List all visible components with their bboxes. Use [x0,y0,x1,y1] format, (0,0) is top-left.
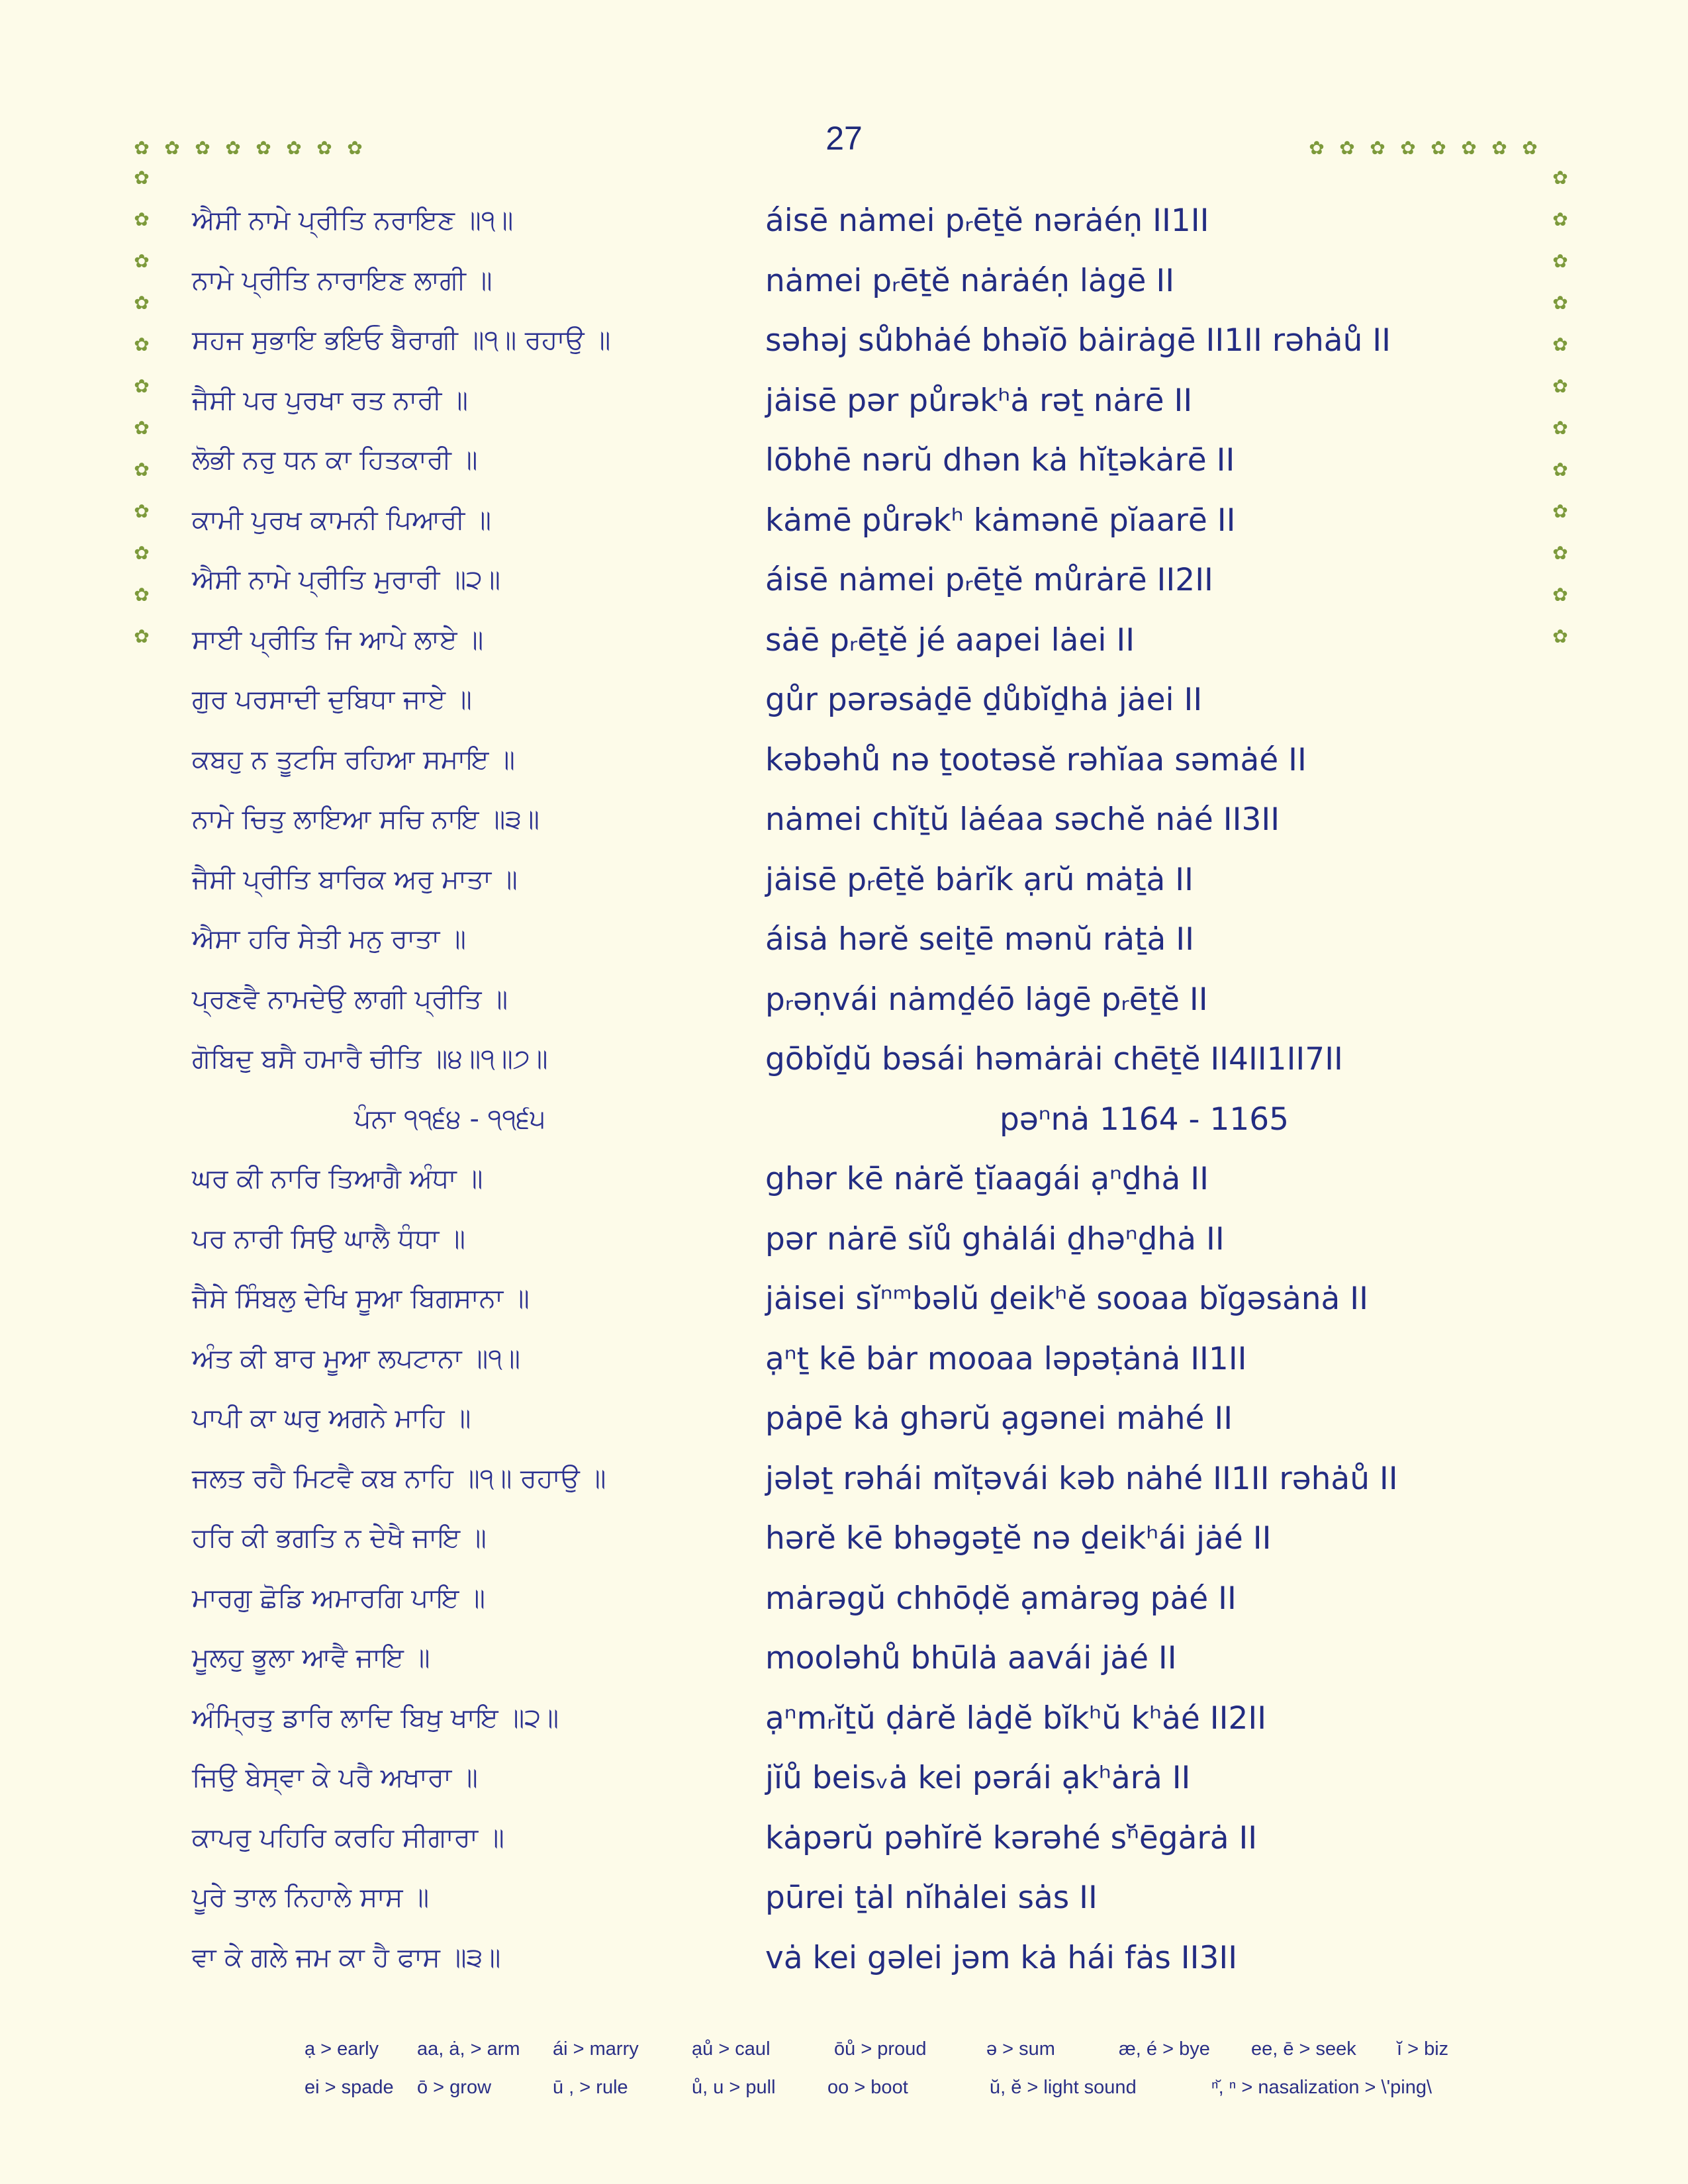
transliteration-text: səhəj sůbhȧé bhəĭō bȧirȧgē II1II rəhȧů II [765,322,1391,359]
legend-item: ĭ > biz [1397,2038,1449,2060]
verse-line [0,978,1688,1038]
verse-line [0,1516,1688,1576]
verse-line [0,259,1688,319]
flower-ornament-icon: ✿ [1552,542,1568,564]
flower-ornament-icon: ✿ [1552,584,1568,606]
flower-ornament-icon: ✿ [134,250,150,272]
gurmukhi-text: ਅੰਤ ਕੀ ਬਾਰ ਮੂਆ ਲਪਟਾਨਾ ॥੧॥ [192,1343,520,1374]
flower-ornament-icon: ✿ [134,417,150,439]
flower-ornament-icon: ✿ [1552,625,1568,647]
legend-item: ái > marry [553,2038,639,2060]
gurmukhi-text: ਕਾਪਰੁ ਪਹਿਰਿ ਕਰਹਿ ਸੀਗਾਰਾ ॥ [192,1822,504,1853]
flower-ornament-icon: ✿ [134,334,150,355]
flower-ornament-icon: ✿ [134,500,150,522]
flower-ornament-icon: ✿ [134,459,150,480]
legend-item: ạ > early [305,2038,379,2060]
transliteration-text: sȧē pᵣēṯĕ jé aapei lȧei II [765,621,1135,659]
legend-item: ō > grow [417,2077,492,2098]
transliteration-text: pər nȧrē sĭů ghȧlái ḏhəⁿḏhȧ II [765,1220,1225,1257]
gurmukhi-text: ਨਾਮੇ ਚਿਤੁ ਲਾਇਆ ਸਚਿ ਨਾਇ ॥੩॥ [192,804,540,835]
gurmukhi-text: ਜਿਉ ਬੇਸ੍ਵਾ ਕੇ ਪਰੈ ਅਖਾਰਾ ॥ [192,1762,478,1793]
gurmukhi-text: ਨਾਮੇ ਪ੍ਰੀਤਿ ਨਾਰਾਇਣ ਲਾਗੀ ॥ [192,265,492,296]
transliteration-text: vȧ kei gəlei jəm kȧ hái fȧs II3II [765,1939,1238,1976]
verse-line [0,858,1688,918]
gurmukhi-text: ਪੰਨਾ ੧੧੬੪ - ੧੧੬੫ [354,1103,546,1134]
legend-item: ạů > caul [692,2038,771,2060]
transliteration-text: pūrei ṯȧl nĭhȧlei sȧs II [765,1880,1098,1916]
flower-ornament-icon: ✿ [134,584,150,606]
gurmukhi-text: ਕਬਹੁ ਨ ਤੂਟਸਿ ਰਹਿਆ ਸਮਾਇ ॥ [192,744,516,775]
gurmukhi-text: ਮੂਲਹੁ ਭੂਲਾ ਆਵੈ ਜਾਇ ॥ [192,1643,430,1673]
gurmukhi-text: ਪਰ ਨਾਰੀ ਸਿਉ ਘਾਲੈ ਧੰਧਾ ॥ [192,1223,465,1254]
flower-ornament-icon: ✿ [286,137,302,159]
verse-line [0,1157,1688,1217]
verse-line [0,1696,1688,1756]
verse-line [0,1217,1688,1277]
transliteration-text: nȧmei pᵣēṯĕ nȧrȧéṇ lȧgē II [765,262,1175,299]
legend-item: ⁿ̆, ⁿ > nasalization > \'ping\ [1211,2077,1432,2098]
flower-ornament-icon: ✿ [1430,137,1446,159]
pronunciation-legend [0,2038,1688,2115]
legend-row-1 [0,2038,1688,2077]
gurmukhi-text: ਸਾਈ ਪ੍ਰੀਤਿ ਜਿ ਆਪੇ ਲਾਏ ॥ [192,624,484,655]
flower-ornament-icon: ✿ [256,137,271,159]
transliteration-text: gōbĭḏŭ bəsái həmȧrȧi chēṯĕ II4II1II7II [765,1041,1343,1077]
gurmukhi-text: ਸਹਜ ਸੁਭਾਇ ਭਇਓ ਬੈਰਾਗੀ ॥੧॥ ਰਹਾਉ ॥ [192,325,611,355]
flower-ornament-icon: ✿ [195,137,211,159]
verse-line [0,917,1688,978]
flower-ornament-icon: ✿ [164,137,180,159]
transliteration-text: mȧrəgŭ chhōḍĕ ạmȧrəg pȧé II [765,1580,1237,1617]
flower-ornament-icon: ✿ [1552,167,1568,189]
transliteration-text: áisȧ hərĕ seiṯē mənŭ rȧṯȧ II [765,921,1194,958]
transliteration-text: ạⁿmᵣĭṯŭ ḍȧrĕ lȧḏĕ bĭkʰŭ kʰȧé II2II [765,1700,1267,1737]
flower-ornament-icon: ✿ [1461,137,1477,159]
flower-ornament-icon: ✿ [134,167,150,189]
gurmukhi-text: ਐਸੀ ਨਾਮੇ ਪ੍ਰੀਤਿ ਨਰਾਇਣ ॥੧॥ [192,205,514,236]
transliteration-text: kȧmē půrəkʰ kȧmənē pĭaarē II [765,502,1236,539]
gurmukhi-text: ਗੋਬਿਦੁ ਬਸੈ ਹਮਾਰੈ ਚੀਤਿ ॥੪॥੧॥੭॥ [192,1044,548,1074]
transliteration-text: hərĕ kē bhəgəṯĕ nə ḏeikʰái jȧé II [765,1520,1272,1557]
transliteration-text: kȧpərŭ pəhĭrĕ kərəhé sⁿ̆ēgȧrȧ II [765,1819,1258,1856]
flower-ornament-icon: ✿ [134,137,150,159]
gurmukhi-text: ਘਰ ਕੀ ਨਾਰਿ ਤਿਆਗੈ ਅੰਧਾ ॥ [192,1163,483,1194]
verse-line [0,618,1688,678]
transliteration-text: pȧpē kȧ ghərŭ ạgənei mȧhé II [765,1400,1233,1437]
flower-ornament-icon: ✿ [134,292,150,314]
flower-ornament-icon: ✿ [1552,500,1568,522]
legend-item: ə > sum [986,2038,1055,2060]
gurmukhi-text: ਜੈਸੀ ਪ੍ਰੀਤਿ ਬਾਰਿਕ ਅਰੁ ਮਾਤਾ ॥ [192,864,518,895]
verse-line [0,797,1688,858]
verse-line [0,558,1688,618]
flower-ornament-icon: ✿ [1552,417,1568,439]
legend-item: aa, ȧ, > arm [417,2038,520,2060]
transliteration-text: nȧmei chĭṯŭ lȧéaa səchĕ nȧé II3II [765,801,1280,838]
legend-item: ee, ē > seek [1251,2038,1356,2060]
verse-line [0,1396,1688,1457]
verse-line [0,678,1688,738]
verse-line [0,1576,1688,1637]
flower-ornament-icon: ✿ [1552,292,1568,314]
legend-item: oo > boot [827,2077,908,2098]
transliteration-text: áisē nȧmei pᵣēṯĕ můrȧrē II2II [765,562,1213,598]
verse-line [0,438,1688,498]
legend-row-2 [0,2077,1688,2115]
verse-line [0,1457,1688,1517]
gurmukhi-text: ਜਲਤ ਰਹੈ ਮਿਟਵੈ ਕਬ ਨਾਹਿ ॥੧॥ ਰਹਾਉ ॥ [192,1463,606,1494]
gurmukhi-text: ਅੰਮ੍ਰਿਤੁ ਡਾਰਿ ਲਾਦਿ ਬਿਖੁ ਖਾਇ ॥੨॥ [192,1702,559,1733]
gurmukhi-text: ਜੈਸੀ ਪਰ ਪੁਰਖਾ ਰਤ ਨਾਰੀ ॥ [192,385,469,416]
flower-ornament-icon: ✿ [1552,250,1568,272]
gurmukhi-text: ਵਾ ਕੇ ਗਲੇ ਜਮ ਕਾ ਹੈ ਫਾਸ ॥੩॥ [192,1942,501,1973]
transliteration-text: jĭů beisᵥȧ kei pərái ạkʰȧrȧ II [765,1760,1191,1796]
flower-ornament-icon: ✿ [347,137,363,159]
gurmukhi-text: ਹਰਿ ਕੀ ਭਗਤਿ ਨ ਦੇਖੈ ਜਾਇ ॥ [192,1523,487,1553]
page-number: 27 [825,120,863,157]
verse-line [0,1277,1688,1337]
transliteration-text: ghər kē nȧrĕ ṯĭaagái ạⁿḏhȧ II [765,1161,1209,1197]
flower-ornament-icon: ✿ [1400,137,1416,159]
flower-ornament-icon: ✿ [1491,137,1507,159]
verse-line [0,1037,1688,1097]
flower-ornament-icon: ✿ [134,208,150,230]
transliteration-text: jȧisei sĭⁿᵐbəlŭ ḏeikʰĕ sooaa bĭgəsȧnȧ II [765,1281,1369,1317]
transliteration-text: pᵣəṇvái nȧmḏéō lȧgē pᵣēṯĕ II [765,981,1208,1018]
verse-line [0,1337,1688,1397]
flower-ornament-icon: ✿ [134,375,150,397]
legend-item: ei > spade [305,2077,394,2098]
verse-line [0,375,1688,439]
gurmukhi-text: ਐਸੀ ਨਾਮੇ ਪ੍ਰੀਤਿ ਮੁਰਾਰੀ ॥੨॥ [192,565,500,595]
verse-line [0,1876,1688,1936]
legend-item: ů, u > pull [692,2077,776,2098]
verse-line [0,1636,1688,1696]
flower-ornament-icon: ✿ [1309,137,1325,159]
verse-line [0,1936,1688,1996]
transliteration-text: kəbəhů nə ṯootəsĕ rəhĭaa səmȧé II [765,741,1307,778]
gurmukhi-text: ਗੁਰ ਪਰਸਾਦੀ ਦੁਬਿਧਾ ਜਾਏ ॥ [192,684,472,715]
transliteration-text: pəⁿnȧ 1164 - 1165 [1000,1101,1289,1138]
transliteration-text: gůr pərəsȧḏē ḏůbĭḏhȧ jȧei II [765,682,1203,718]
verse-line [0,498,1688,559]
flower-ornament-icon: ✿ [225,137,241,159]
verse-line [0,318,1688,379]
gurmukhi-text: ਪਾਪੀ ਕਾ ਘਰੁ ਅਗਨੇ ਮਾਹਿ ॥ [192,1403,471,1433]
transliteration-text: áisē nȧmei pᵣēṯĕ nərȧéṇ II1II [765,203,1209,239]
gurmukhi-text: ਕਾਮੀ ਪੁਰਖ ਕਾਮਨੀ ਪਿਆਰੀ ॥ [192,504,491,535]
transliteration-text: jələṯ rəhái mĭṭəvái kəb nȧhé II1II rəhȧů II [765,1460,1398,1497]
verse-line [0,1756,1688,1816]
flower-ornament-icon: ✿ [1552,375,1568,397]
gurmukhi-text: ਜੈਸੇ ਸਿੰਬਲੁ ਦੇਖਿ ਸੂਆ ਬਿਗਸਾਨਾ ॥ [192,1283,530,1314]
gurmukhi-text: ਪ੍ਰਣਵੈ ਨਾਮਦੇਉ ਲਾਗੀ ਪ੍ਰੀਤਿ ॥ [192,983,508,1015]
page-range-heading [0,1097,1688,1158]
gurmukhi-text: ਲੋਭੀ ਨਰੁ ਧਨ ਕਾ ਹਿਤਕਾਰੀ ॥ [192,445,478,475]
transliteration-text: ạⁿṯ kē bȧr mooaa ləpəṭȧnȧ II1II [765,1340,1247,1377]
flower-ornament-icon: ✿ [134,542,150,564]
gurmukhi-text: ਐਸਾ ਹਰਿ ਸੇਤੀ ਮਨੁ ਰਾਤਾ ॥ [192,924,467,954]
flower-ornament-icon: ✿ [1339,137,1355,159]
verse-line [0,1816,1688,1876]
legend-item: ōů > proud [834,2038,927,2060]
flower-ornament-icon: ✿ [134,625,150,647]
flower-ornament-icon: ✿ [1370,137,1385,159]
transliteration-text: lōbhē nərŭ dhən kȧ hĭṯəkȧrē II [765,442,1235,478]
verse-line [0,199,1688,259]
transliteration-text: mooləhů bhūlȧ aavái jȧé II [765,1640,1177,1676]
legend-item: æ, é > bye [1119,2038,1210,2060]
gurmukhi-text: ਪੂਰੇ ਤਾਲ ਨਿਹਾਲੇ ਸਾਸ ॥ [192,1882,430,1913]
flower-ornament-icon: ✿ [1552,459,1568,480]
verse-line [0,738,1688,798]
transliteration-text: jȧisē pᵣēṯĕ bȧrĭk ạrŭ mȧṯȧ II [765,861,1194,898]
verse-lines [0,199,1688,1995]
flower-ornament-icon: ✿ [1552,208,1568,230]
transliteration-text: jȧisē pər půrəkʰȧ rəṯ nȧrē II [765,382,1193,419]
flower-ornament-icon: ✿ [1552,334,1568,355]
gurmukhi-text: ਮਾਰਗੁ ਛੋਡਿ ਅਮਾਰਗਿ ਪਾਇ ॥ [192,1582,486,1614]
legend-item: ū , > rule [553,2077,628,2098]
flower-ornament-icon: ✿ [316,137,332,159]
flower-ornament-icon: ✿ [1522,137,1538,159]
legend-item: ŭ, ĕ > light sound [990,2077,1137,2098]
